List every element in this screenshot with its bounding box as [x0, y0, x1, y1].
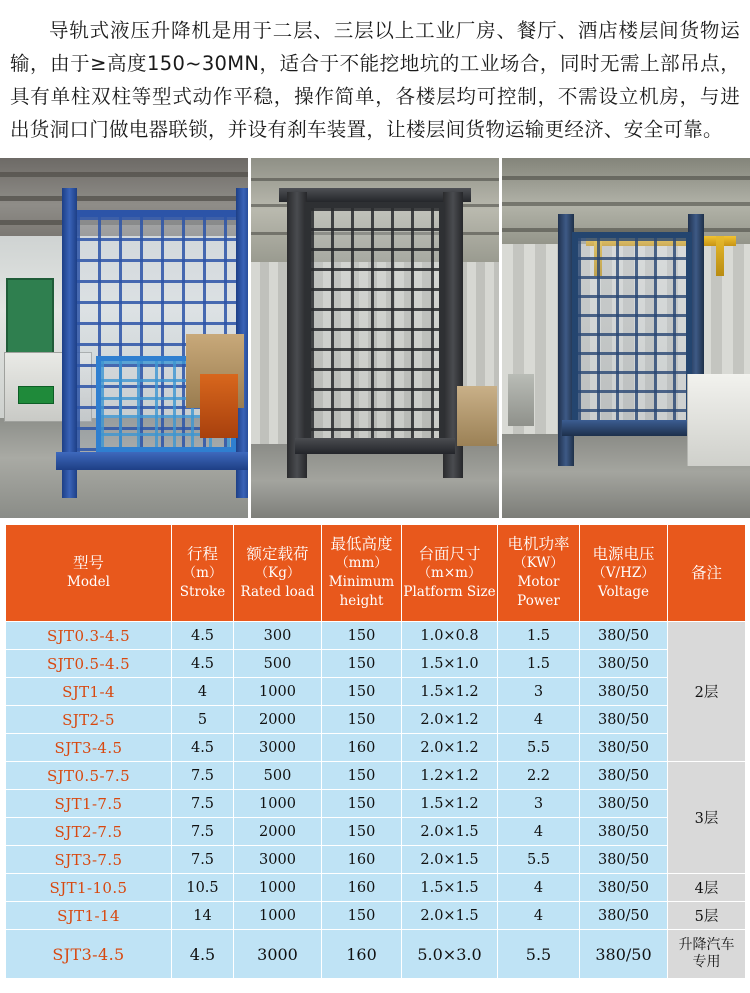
cell-voltage: 380/50 — [580, 678, 668, 706]
cell-voltage: 380/50 — [580, 902, 668, 930]
cell-stroke: 4 — [172, 678, 234, 706]
ceiling-beam — [0, 172, 248, 177]
cell-load: 500 — [234, 762, 322, 790]
cell-stroke: 7.5 — [172, 790, 234, 818]
cell-remark-5floor: 5层 — [668, 902, 746, 930]
cell-power: 5.5 — [498, 734, 580, 762]
cell-load: 300 — [234, 622, 322, 650]
table-row — [6, 930, 746, 979]
cell-power: 3 — [498, 790, 580, 818]
table-row — [6, 874, 746, 902]
cell-stroke: 4.5 — [172, 622, 234, 650]
lift-cage — [572, 232, 692, 430]
header-model-en: Model — [67, 574, 110, 590]
cell-remark-4floor: 4层 — [668, 874, 746, 902]
roof-rib — [251, 178, 499, 181]
cell-size: 1.0×0.8 — [402, 622, 498, 650]
cell-voltage: 380/50 — [580, 790, 668, 818]
cell-size: 1.5×1.0 — [402, 650, 498, 678]
cell-voltage: 380/50 — [580, 762, 668, 790]
header-size-en: Platform Size — [403, 583, 496, 600]
header-power-unit: （KW） — [513, 555, 564, 571]
white-bale-stack — [687, 374, 750, 466]
header-power-en: Motor Power — [517, 574, 560, 609]
cell-load: 3000 — [234, 846, 322, 874]
cell-size: 2.0×1.5 — [402, 846, 498, 874]
cell-stroke: 10.5 — [172, 874, 234, 902]
guide-rail-left — [287, 192, 307, 478]
cell-model: SJT3-7.5 — [6, 846, 172, 874]
header-platform-size — [402, 525, 498, 622]
cell-stroke: 7.5 — [172, 818, 234, 846]
cell-voltage: 380/50 — [580, 706, 668, 734]
roof-beam — [502, 176, 750, 180]
cell-load: 3000 — [234, 930, 322, 979]
cell-power: 5.5 — [498, 930, 580, 979]
cell-height: 160 — [322, 874, 402, 902]
photo-dark-steel-lift — [251, 158, 499, 518]
cell-model: SJT0.3-4.5 — [6, 622, 172, 650]
cell-height: 160 — [322, 734, 402, 762]
lift-platform — [56, 452, 248, 470]
cell-height: 150 — [322, 762, 402, 790]
cell-model: SJT1-4 — [6, 678, 172, 706]
header-power-cn: 电机功率 — [507, 535, 570, 553]
table-row — [6, 678, 746, 706]
header-minimum-height — [322, 525, 402, 622]
header-model-cn: 型号 — [72, 554, 104, 572]
cell-height: 150 — [322, 706, 402, 734]
spec-table-wrap — [0, 518, 750, 989]
cell-height: 160 — [322, 930, 402, 979]
header-voltage-cn: 电源电压 — [592, 544, 655, 563]
pallet-cartons — [457, 386, 497, 446]
ceiling-beam — [0, 196, 248, 201]
cell-remark-2floor: 2层 — [668, 622, 746, 762]
cell-load: 1000 — [234, 874, 322, 902]
cell-size: 2.0×1.5 — [402, 902, 498, 930]
cell-height: 150 — [322, 790, 402, 818]
table-row — [6, 846, 746, 874]
header-load-cn: 额定载荷 — [246, 544, 309, 563]
cell-size: 1.5×1.5 — [402, 874, 498, 902]
lift-platform — [295, 438, 455, 454]
cell-power: 2.2 — [498, 762, 580, 790]
header-motor-power — [498, 525, 580, 622]
specification-table — [5, 524, 746, 979]
header-stroke-en: Stroke — [179, 583, 226, 600]
cell-model: SJT1-7.5 — [6, 790, 172, 818]
cell-stroke: 5 — [172, 706, 234, 734]
header-stroke — [172, 525, 234, 622]
cell-stroke: 14 — [172, 902, 234, 930]
header-stroke-cn: 行程 — [186, 544, 218, 563]
cell-power: 4 — [498, 874, 580, 902]
cell-voltage: 380/50 — [580, 622, 668, 650]
cell-height: 150 — [322, 650, 402, 678]
cell-stroke: 4.5 — [172, 650, 234, 678]
header-height-en: Minimum height — [328, 574, 395, 609]
remark-line-2: 专用 — [692, 954, 721, 970]
header-height-cn: 最低高度 — [330, 535, 393, 553]
header-model — [6, 525, 172, 622]
cell-load: 1000 — [234, 678, 322, 706]
header-voltage-unit: （V/HZ） — [592, 564, 655, 581]
header-remark-cn: 备注 — [690, 563, 722, 582]
header-height-unit: （mm） — [335, 555, 388, 571]
cell-power: 4 — [498, 706, 580, 734]
lift-platform — [562, 420, 702, 436]
intro-paragraph: 导轨式液压升降机是用于二层、三层以上工业厂房、餐厅、酒店楼层间货物运输，由于≥高度150~30MN，适合于不能挖地坑的工业场合，同时无需上部吊点，具有单柱双柱等型式动作平稳，操作简单，各楼层均可控制，不需设立机房，与进出货洞口门做电器联锁，并设有刹车装置，让楼层间货物运输更经济、安全可靠。 — [10, 19, 740, 141]
cell-height: 150 — [322, 622, 402, 650]
cell-model: SJT1-10.5 — [6, 874, 172, 902]
remark-line-1: 升降汽车 — [678, 937, 735, 953]
table-row — [6, 622, 746, 650]
cell-model: SJT3-4.5 — [6, 930, 172, 979]
cell-power: 4 — [498, 818, 580, 846]
cell-model: SJT1-14 — [6, 902, 172, 930]
cell-height: 150 — [322, 818, 402, 846]
cell-size: 1.2×1.2 — [402, 762, 498, 790]
table-row — [6, 734, 746, 762]
product-photo-strip — [0, 158, 750, 518]
cell-load: 3000 — [234, 734, 322, 762]
table-row — [6, 790, 746, 818]
cell-voltage: 380/50 — [580, 650, 668, 678]
cell-stroke: 4.5 — [172, 734, 234, 762]
cell-height: 150 — [322, 678, 402, 706]
cell-load: 1000 — [234, 790, 322, 818]
photo-blue-rail-cargo-lift — [0, 158, 248, 518]
cell-model: SJT2-5 — [6, 706, 172, 734]
cell-voltage: 380/50 — [580, 930, 668, 979]
header-rated-load — [234, 525, 322, 622]
cell-power: 3 — [498, 678, 580, 706]
photo-tall-lift-yellow-handrail — [502, 158, 750, 518]
cell-stroke: 4.5 — [172, 930, 234, 979]
forklift — [200, 374, 238, 438]
table-row — [6, 650, 746, 678]
table-row — [6, 762, 746, 790]
cell-model: SJT2-7.5 — [6, 818, 172, 846]
cell-size: 1.5×1.2 — [402, 678, 498, 706]
cell-height: 150 — [322, 902, 402, 930]
cell-stroke: 7.5 — [172, 846, 234, 874]
header-size-unit: （m×m） — [417, 564, 482, 581]
exit-sign — [18, 386, 54, 404]
header-remark — [668, 525, 746, 622]
table-header-row — [6, 525, 746, 622]
cell-voltage: 380/50 — [580, 818, 668, 846]
header-voltage — [580, 525, 668, 622]
cell-power: 4 — [498, 902, 580, 930]
cell-model: SJT3-4.5 — [6, 734, 172, 762]
control-box — [508, 374, 534, 426]
cell-voltage: 380/50 — [580, 734, 668, 762]
cell-power: 1.5 — [498, 622, 580, 650]
cell-size: 5.0×3.0 — [402, 930, 498, 979]
header-size-cn: 台面尺寸 — [418, 544, 481, 563]
cell-load: 2000 — [234, 818, 322, 846]
lift-cage — [305, 202, 445, 448]
cell-size: 2.0×1.2 — [402, 706, 498, 734]
cell-size: 2.0×1.2 — [402, 734, 498, 762]
header-stroke-unit: （m） — [182, 564, 223, 581]
cell-stroke: 7.5 — [172, 762, 234, 790]
header-voltage-en: Voltage — [597, 583, 650, 600]
cell-size: 1.5×1.2 — [402, 790, 498, 818]
cell-height: 160 — [322, 846, 402, 874]
cell-model: SJT0.5-4.5 — [6, 650, 172, 678]
yellow-handrail-post — [716, 236, 724, 276]
header-load-en: Rated load — [240, 583, 315, 600]
header-load-unit: （Kg） — [254, 564, 301, 581]
cell-model: SJT0.5-7.5 — [6, 762, 172, 790]
table-row — [6, 818, 746, 846]
cell-load: 2000 — [234, 706, 322, 734]
cell-voltage: 380/50 — [580, 874, 668, 902]
cell-power: 5.5 — [498, 846, 580, 874]
cell-load: 500 — [234, 650, 322, 678]
cell-remark-car-lift — [668, 930, 746, 979]
table-row — [6, 902, 746, 930]
cell-voltage: 380/50 — [580, 846, 668, 874]
cell-load: 1000 — [234, 902, 322, 930]
roof-beam — [502, 202, 750, 206]
table-row — [6, 706, 746, 734]
cell-power: 1.5 — [498, 650, 580, 678]
cell-remark-3floor: 3层 — [668, 762, 746, 874]
cell-size: 2.0×1.5 — [402, 818, 498, 846]
